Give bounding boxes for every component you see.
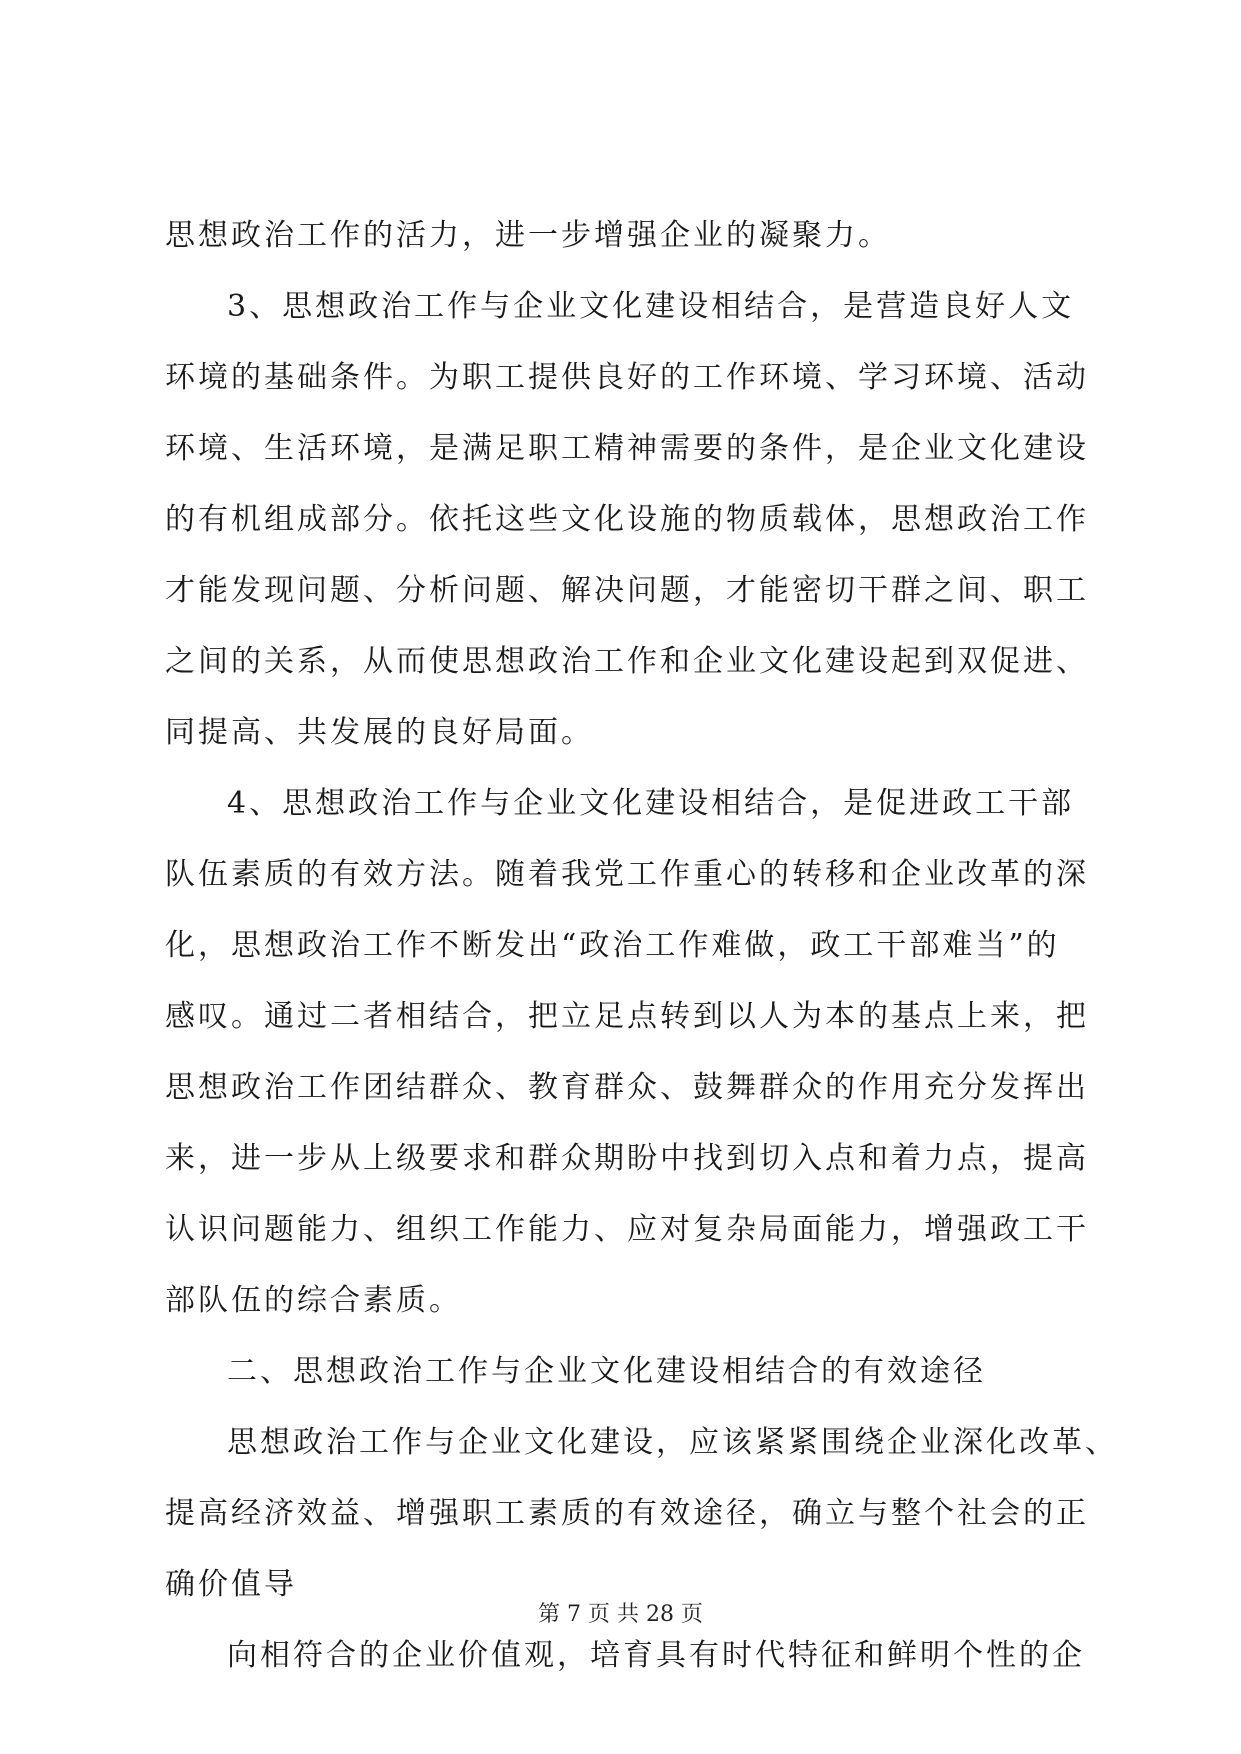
text-line: 队伍素质的有效方法。随着我党工作重心的转移和企业改革的深 (165, 857, 1089, 892)
text-line: 4、思想政治工作与企业文化建设相结合，是促进政工干部 (227, 786, 1075, 821)
text-line: 向相符合的企业价值观，培育具有时代特征和鲜明个性的企 (227, 1638, 1085, 1673)
text-line: 思想政治工作与企业文化建设，应该紧紧围绕企业深化改革、 (227, 1425, 1118, 1460)
text-line: 确价值导 (165, 1567, 297, 1602)
text-line: 才能发现问题、分析问题、解决问题，才能密切干群之间、职工 (165, 573, 1089, 608)
text-line: 思想政治工作的活力，进一步增强企业的凝聚力。 (165, 218, 891, 253)
text-line: 环境的基础条件。为职工提供良好的工作环境、学习环境、活动 (165, 360, 1089, 395)
text-line: 感叹。通过二者相结合，把立足点转到以人为本的基点上来，把 (165, 999, 1089, 1034)
text-line: 认识问题能力、组织工作能力、应对复杂局面能力，增强政工干 (165, 1212, 1089, 1247)
text-line: 化，思想政治工作不断发出“政治工作难做，政工干部难当”的 (165, 928, 1060, 963)
text-line: 3、思想政治工作与企业文化建设相结合，是营造良好人文 (227, 289, 1075, 324)
page-number-footer: 第 7 页 共 28 页 (538, 1602, 703, 1627)
document-body (165, 200, 1118, 1691)
text-line: 的有机组成部分。依托这些文化设施的物质载体，思想政治工作 (165, 502, 1089, 537)
text-line: 部队伍的综合素质。 (165, 1283, 462, 1318)
section-heading: 二、思想政治工作与企业文化建设相结合的有效途径 (227, 1354, 986, 1389)
text-line: 思想政治工作团结群众、教育群众、鼓舞群众的作用充分发挥出 (165, 1070, 1089, 1105)
text-line: 环境、生活环境，是满足职工精神需要的条件，是企业文化建设 (165, 431, 1089, 466)
text-line: 提高经济效益、增强职工素质的有效途径，确立与整个社会的正 (165, 1496, 1089, 1531)
text-line: 同提高、共发展的良好局面。 (165, 715, 594, 750)
text-line: 之间的关系，从而使思想政治工作和企业文化建设起到双促进、 (165, 644, 1089, 679)
text-line: 来，进一步从上级要求和群众期盼中找到切入点和着力点，提高 (165, 1141, 1089, 1176)
